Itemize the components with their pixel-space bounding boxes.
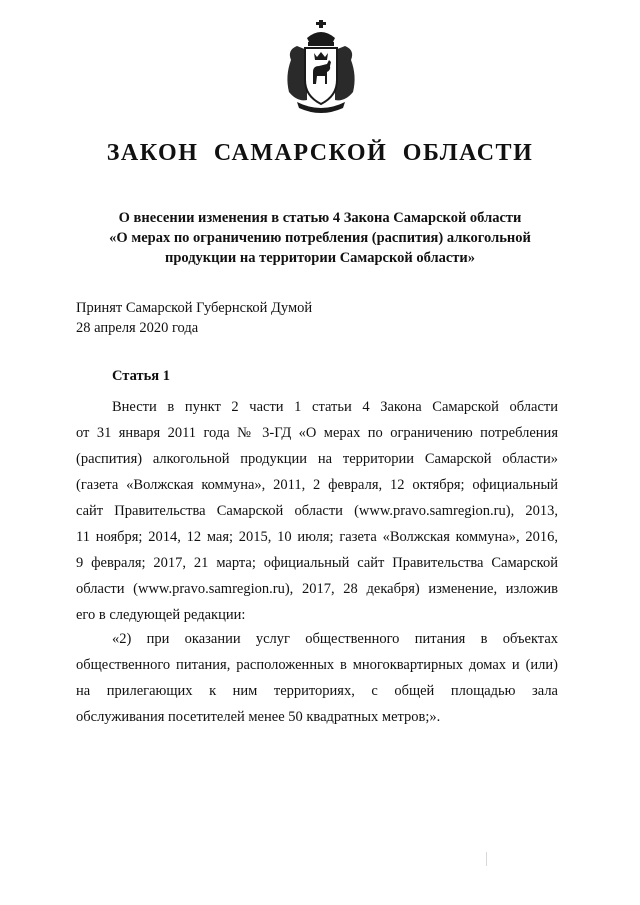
law-title: ЗАКОН САМАРСКОЙ ОБЛАСТИ bbox=[106, 140, 534, 166]
paragraph-line: сайт Правительства Самарской области (www.pravo.samregion.ru), 2013, bbox=[76, 503, 558, 519]
paragraph-line: общественного питания, расположенных в многоквартирных домах и (или) bbox=[76, 657, 558, 673]
article-paragraph-2 bbox=[76, 626, 558, 730]
paragraph-line: на прилегающих к ним территориях, с общей площадью зала bbox=[76, 683, 558, 699]
subject-line: О внесении изменения в статью 4 Закона Самарской области bbox=[118, 210, 522, 226]
article-heading: Статья 1 bbox=[112, 368, 170, 384]
adopted-by: Принят Самарской Губернской Думой bbox=[76, 300, 313, 316]
paragraph-line: Внести в пункт 2 части 1 статьи 4 Закона Самарской области bbox=[112, 399, 558, 415]
paragraph-line: его в следующей редакции: bbox=[76, 607, 246, 623]
paragraph-line: области (www.pravo.samregion.ru), 2017, 28 декабря) изменение, изложив bbox=[76, 581, 558, 597]
subject-line: продукции на территории Самарской области» bbox=[164, 250, 476, 266]
paragraph-line: (распития) алкогольной продукции на территории Самарской области» bbox=[76, 451, 558, 467]
coat-of-arms-icon bbox=[283, 20, 359, 114]
paragraph-line: от 31 января 2011 года № 3-ГД «О мерах по ограничению потребления bbox=[76, 425, 558, 441]
law-subject bbox=[80, 208, 560, 268]
paragraph-line: обслуживания посетителей менее 50 квадратных метров;». bbox=[76, 709, 441, 725]
paragraph-line: 9 февраля; 2017, 21 марта; официальный сайт Правительства Самарской bbox=[76, 555, 558, 571]
paragraph-line: (газета «Волжская коммуна», 2011, 2 февраля, 12 октября; официальный bbox=[76, 477, 558, 493]
scan-mark bbox=[486, 852, 487, 866]
paragraph-line: «2) при оказании услуг общественного питания в объектах bbox=[112, 631, 558, 647]
adoption-date: 28 апреля 2020 года bbox=[76, 320, 199, 336]
subject-line: «О мерах по ограничению потребления (распития) алкогольной bbox=[109, 230, 531, 246]
adoption-note bbox=[76, 298, 312, 338]
article-paragraph-1 bbox=[76, 394, 558, 628]
paragraph-line: 11 ноября; 2014, 12 мая; 2015, 10 июля; газета «Волжская коммуна», 2016, bbox=[76, 529, 558, 545]
